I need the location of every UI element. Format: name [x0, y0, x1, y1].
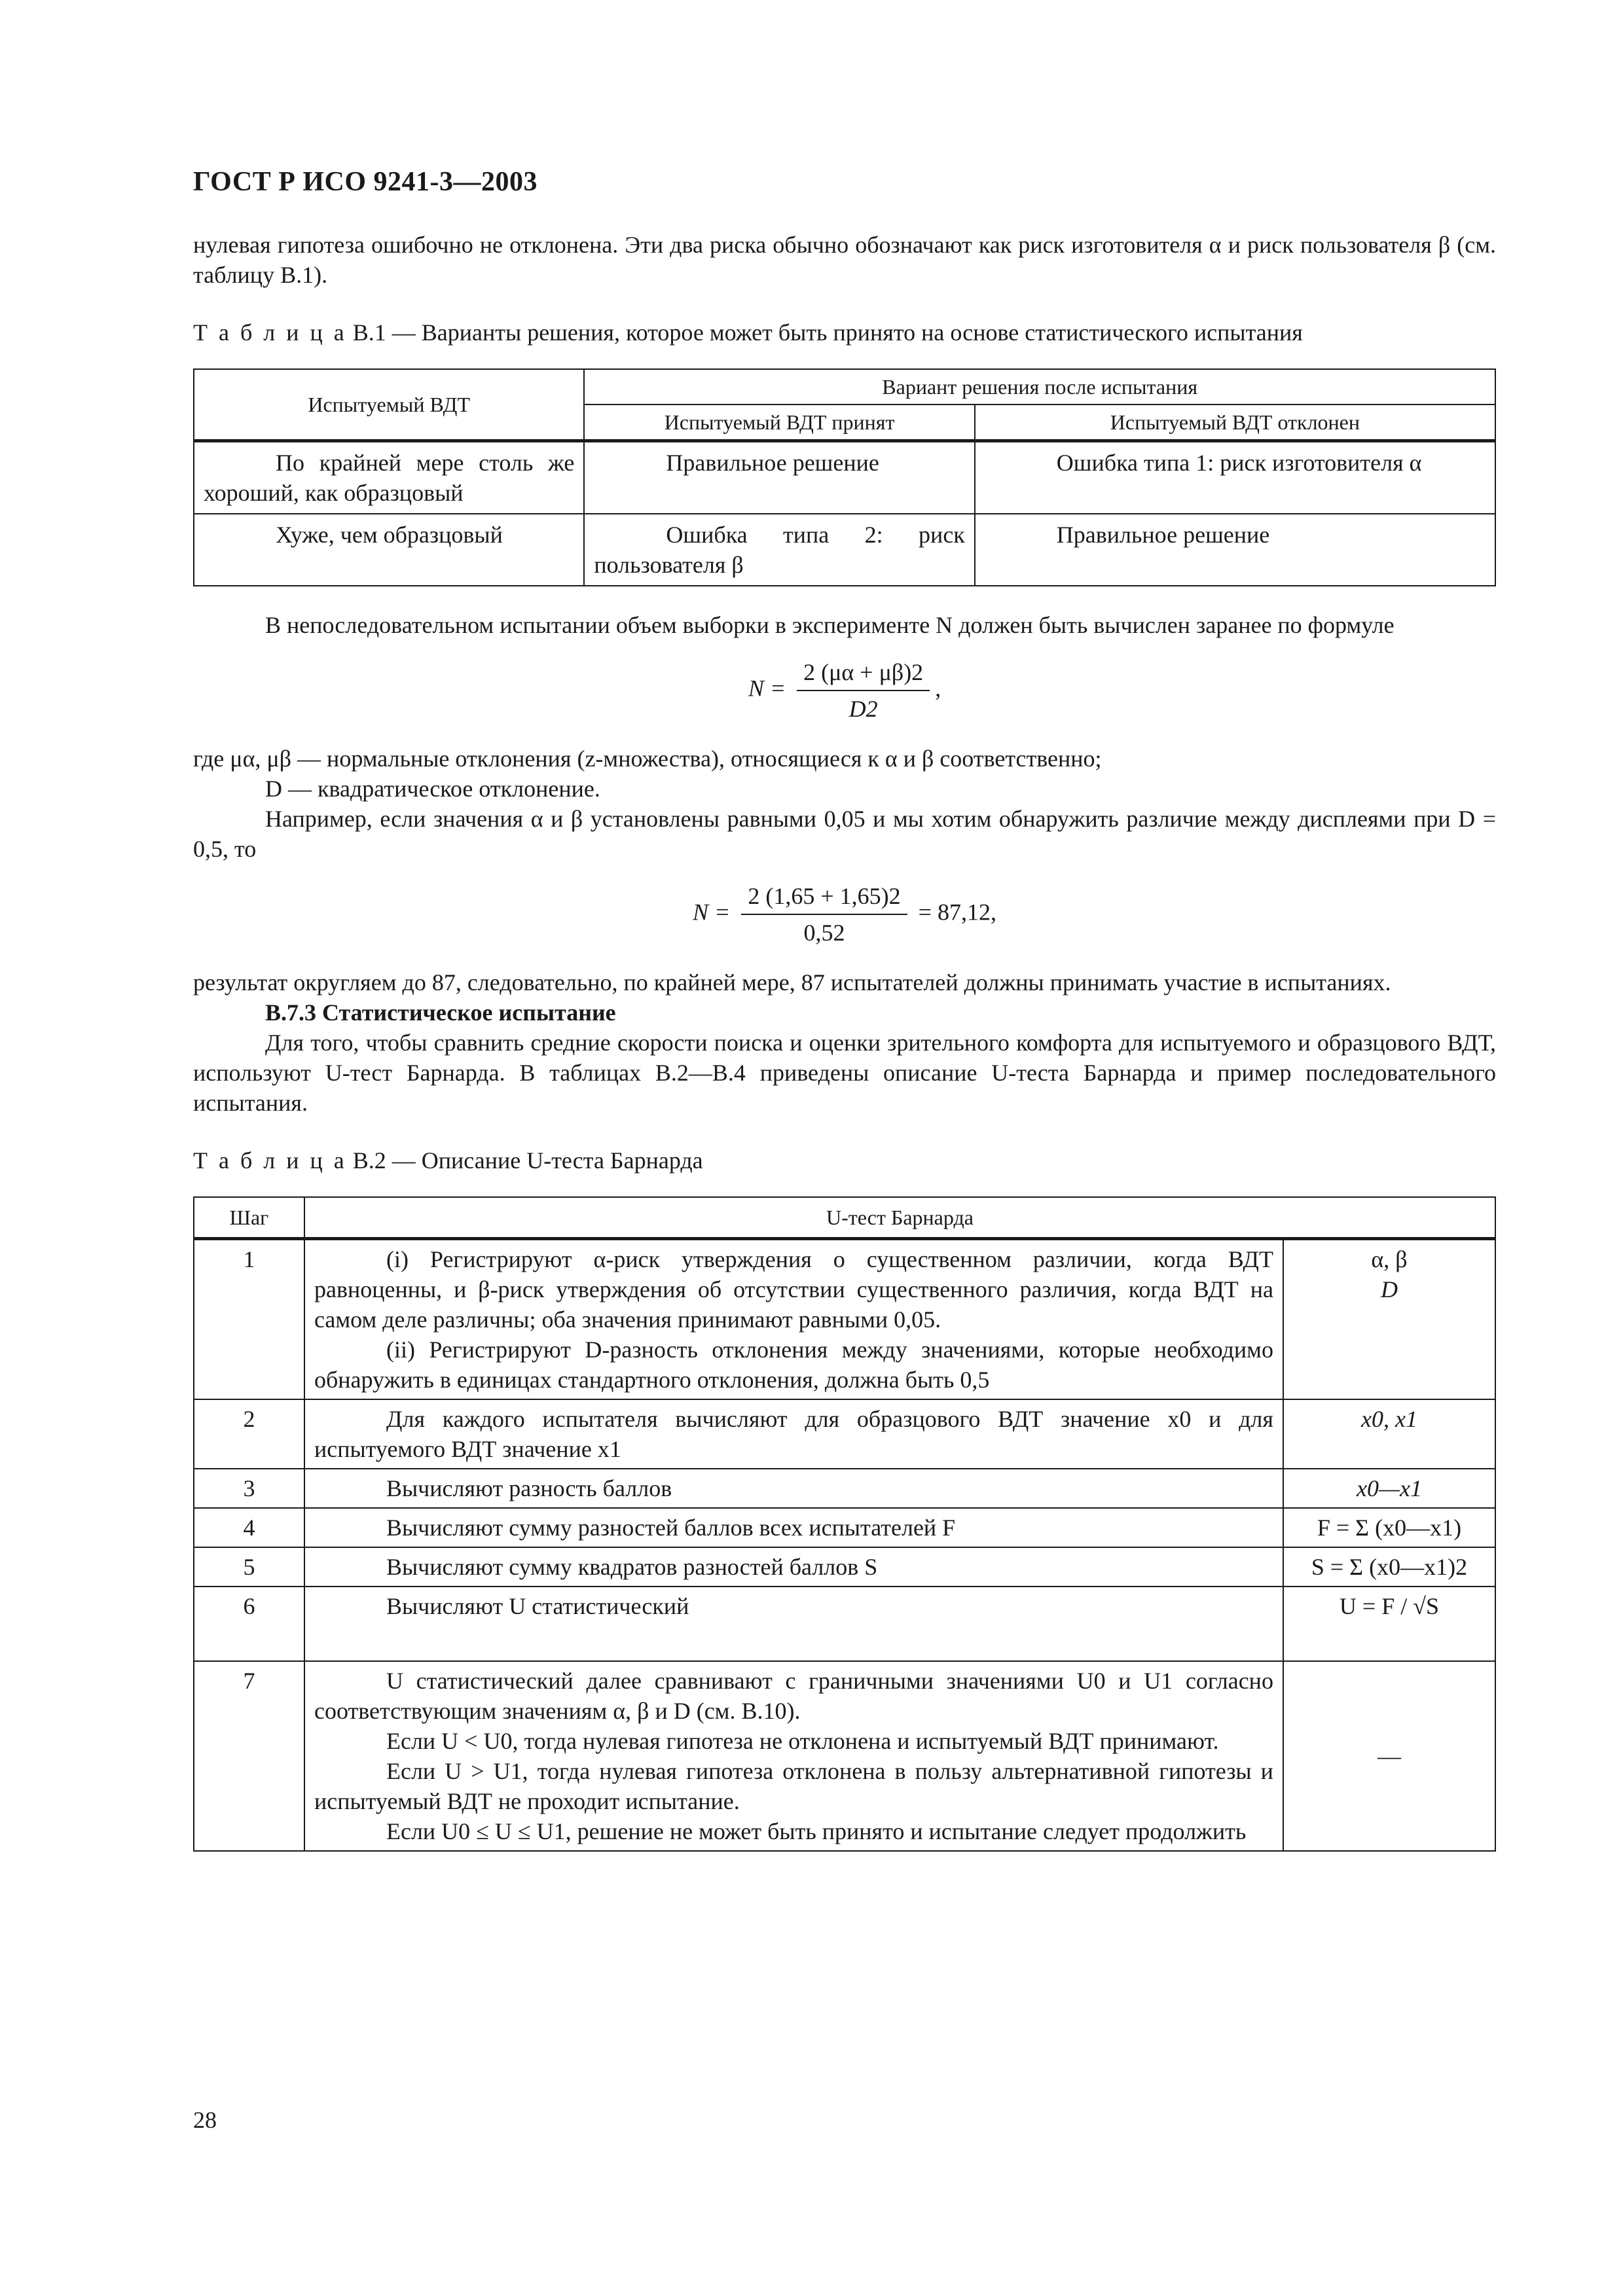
- table-row: [194, 1547, 1495, 1587]
- table1-cell: Правильное решение: [975, 514, 1495, 586]
- table1-cell: Ошибка типа 1: риск изготовителя α: [975, 441, 1495, 514]
- table1-caption-text: В.1 — Варианты решения, которое может быть принято на основе статистического испытания: [346, 319, 1303, 346]
- table2-caption-text: В.2 — Описание U-теста Барнарда: [346, 1147, 703, 1174]
- table-row: [194, 1399, 1495, 1469]
- nonsequential-paragraph: В непоследовательном испытании объем выборки в эксперименте N должен быть вычислен заранее по формуле: [265, 612, 1395, 638]
- step-symbol: α, β D: [1283, 1239, 1495, 1400]
- step-description: Вычисляют разность баллов: [304, 1469, 1283, 1508]
- table1-caption-prefix: Т а б л и ц а: [193, 319, 347, 346]
- table1-header-tested: Испытуемый ВДТ: [194, 369, 584, 441]
- step-symbol: U = F / √S: [1283, 1587, 1495, 1661]
- section-paragraph: Для того, чтобы сравнить средние скорости поиска и оценки зрительного комфорта для испытуемого и образцового ВДТ, используют U-тест Барнарда. В таблицах В.2—В.4 приведены описание U-теста Барнарда и пример последовательного испытания.: [193, 1030, 1496, 1116]
- table1-caption: [193, 317, 1496, 348]
- step-description: (i) Регистрируют α-риск утверждения о существенном различии, когда ВДТ равноценны, и β-риск утверждения об отсутствии существенного различия, когда ВДТ на самом деле различны; оба значения принимают равными 0,05. (ii) Регистрируют D-разность отклонения между значениями, которые необходимо обнаружить в единицах стандартного отклонения, должна быть 0,5: [304, 1239, 1283, 1400]
- step-number: 7: [194, 1661, 304, 1851]
- step-description: Вычисляют сумму разностей баллов всех испытателей F: [304, 1508, 1283, 1547]
- step-symbol: F = Σ (x0—x1): [1283, 1508, 1495, 1547]
- table-row: [194, 514, 1495, 586]
- step-description: U статистический далее сравнивают с граничными значениями U0 и U1 согласно соответствующим значениям α, β и D (см. В.10). Если U < U0, тогда нулевая гипотеза не отклонена и испытуемый ВДТ принимают. Если U > U1, тогда нулевая гипотеза отклонена в пользу альтернативной гипотезы и испытуемый ВДТ не проходит испытание. Если U0 ≤ U ≤ U1, решение не может быть принято и испытание следует продолжить: [304, 1661, 1283, 1851]
- decision-table: [193, 368, 1496, 586]
- step-symbol: x0—x1: [1283, 1469, 1495, 1508]
- table-row: [194, 1508, 1495, 1547]
- table-row: [194, 1469, 1495, 1508]
- step-number: 3: [194, 1469, 304, 1508]
- table1-header-rejected: Испытуемый ВДТ отклонен: [975, 404, 1495, 441]
- step-number: 6: [194, 1587, 304, 1661]
- step-symbol: —: [1283, 1661, 1495, 1851]
- intro-paragraph: нулевая гипотеза ошибочно не отклонена. Эти два риска обычно обозначают как риск изготовителя α и риск пользователя β (см. таблицу В.1).: [193, 232, 1496, 288]
- step-description: Для каждого испытателя вычисляют для образцового ВДТ значение x0 и для испытуемого ВДТ значение x1: [304, 1399, 1283, 1469]
- table2-header-test: U-тест Барнарда: [304, 1197, 1495, 1239]
- table2-header-step: Шаг: [194, 1197, 304, 1239]
- step-number: 1: [194, 1239, 304, 1400]
- step-number: 5: [194, 1547, 304, 1587]
- table1-cell: Правильное решение: [584, 441, 974, 514]
- where-line-1: где μα, μβ — нормальные отклонения (z-множества), относящиеся к α и β соответственно;: [193, 745, 1102, 772]
- section-title: В.7.3 Статистическое испытание: [265, 999, 616, 1026]
- step-description: Вычисляют U статистический: [304, 1587, 1283, 1661]
- document-header: ГОСТ Р ИСО 9241-3—2003: [193, 167, 538, 197]
- table2-caption-prefix: Т а б л и ц а: [193, 1147, 347, 1174]
- step-description: Вычисляют сумму квадратов разностей баллов S: [304, 1547, 1283, 1587]
- table-row: [194, 1661, 1495, 1851]
- table2-caption: [193, 1145, 1496, 1175]
- result-paragraph: результат округляем до 87, следовательно, по крайней мере, 87 испытателей должны принимать участие в испытаниях.: [193, 969, 1391, 996]
- table1-header-group: Вариант решения после испытания: [584, 369, 1495, 404]
- table-row: [194, 441, 1495, 514]
- where-line-2: D — квадратическое отклонение.: [265, 776, 600, 802]
- page-number: 28: [193, 2107, 217, 2133]
- example-paragraph: Например, если значения α и β установлены равными 0,05 и мы хотим обнаружить различие между дисплеями при D = 0,5, то: [193, 806, 1497, 862]
- table1-cell: Ошибка типа 2: риск пользователя β: [584, 514, 974, 586]
- step-number: 2: [194, 1399, 304, 1469]
- step-symbol: S = Σ (x0—x1)2: [1283, 1547, 1495, 1587]
- table1-cell: Хуже, чем образцовый: [194, 514, 584, 586]
- step-number: 4: [194, 1508, 304, 1547]
- barnard-test-table: [193, 1196, 1496, 1852]
- table-row: [194, 1239, 1495, 1400]
- formula-sample-size: N = $\frac{2 (\mu\alpha + \mu\beta)2}{D2}$ ,: [193, 657, 1496, 724]
- formula-example: N = $\frac{2 (1,65 + 1,65)2}{0,52}$ = 87,12,: [193, 881, 1496, 948]
- table-row: [194, 1587, 1495, 1661]
- step-symbol: x0, x1: [1283, 1399, 1495, 1469]
- table1-cell: По крайней мере столь же хороший, как образцовый: [194, 441, 584, 514]
- table1-header-accepted: Испытуемый ВДТ принят: [584, 404, 974, 441]
- page-content: [193, 167, 1496, 1852]
